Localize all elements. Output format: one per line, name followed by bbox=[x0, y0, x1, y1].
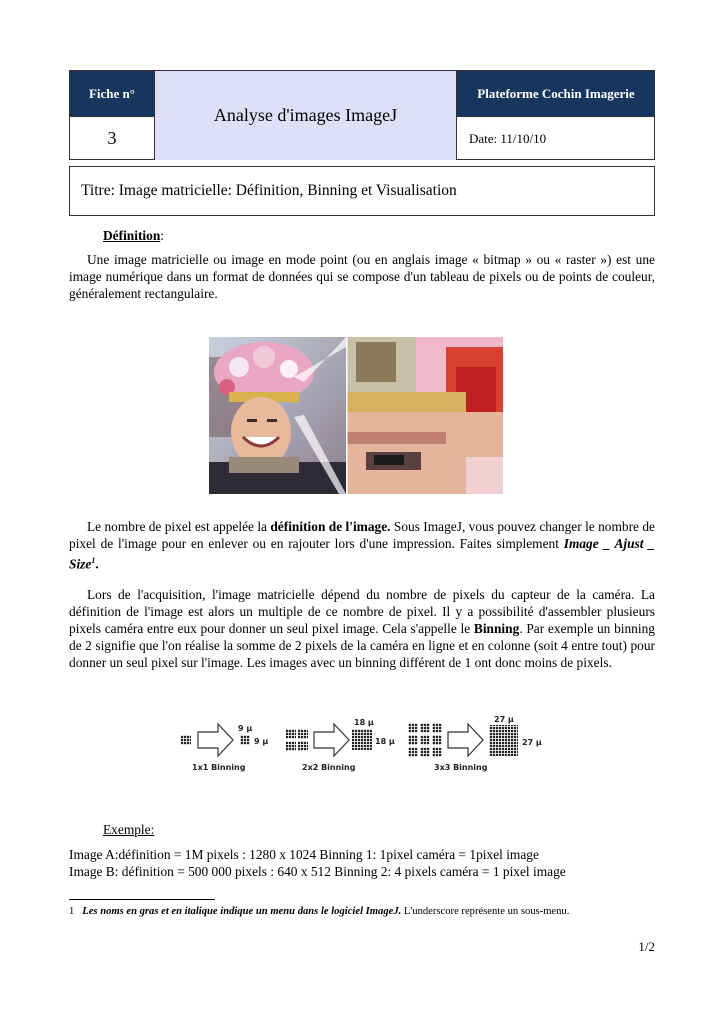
arrow-icon bbox=[448, 724, 483, 756]
binning-3x3-label: 3x3 Binning bbox=[434, 763, 488, 772]
fiche-label: Fiche n° bbox=[70, 71, 154, 116]
binning-2x2-size-side: 18 µ bbox=[375, 737, 395, 746]
header-table bbox=[69, 70, 655, 160]
definition-heading-suffix: : bbox=[160, 228, 165, 243]
para2-text-2: Sous ImageJ, vous pouvez changer le nombre de pixel de l'image pour en enlever ou en rajouter lors d'une impression. Faites simplement bbox=[69, 519, 655, 551]
binning-1x1-label: 1x1 Binning bbox=[192, 763, 246, 772]
binning-1x1-size-side: 9 µ bbox=[254, 737, 269, 746]
title-box: Titre: Image matricielle: Définition, Binning et Visualisation bbox=[69, 166, 655, 216]
document-date: Date: 11/10/10 bbox=[457, 116, 655, 160]
footnote bbox=[69, 906, 569, 917]
binning-3x3-size-side: 27 µ bbox=[522, 738, 542, 747]
binning-2x2-group bbox=[286, 718, 395, 772]
binning-term: Binning bbox=[473, 621, 520, 636]
definition-heading-line bbox=[103, 227, 164, 244]
example-heading: Exemple: bbox=[103, 822, 155, 837]
binning-figure bbox=[178, 715, 548, 775]
definition-heading: Définition bbox=[103, 228, 161, 243]
binning-3x3-size: 27 µ bbox=[494, 715, 514, 724]
raster-zoom-illustration bbox=[209, 337, 503, 494]
arrow-icon bbox=[314, 724, 349, 756]
definition-paragraph: Une image matricielle ou image en mode point (ou en anglais image « bitmap » ou « raster ») est une image numérique dans un format de données qui se compose d'un tableau de pixels ou de points de couleur, généralement rectangulaire. bbox=[69, 252, 655, 301]
definition-image-paragraph bbox=[69, 518, 655, 572]
binning-1x1-group bbox=[181, 724, 268, 772]
para2-bold-term: définition de l'image. bbox=[270, 519, 391, 534]
footnote-rule bbox=[69, 899, 215, 900]
para2-text-1: Le nombre de pixel est appelée la bbox=[87, 519, 271, 534]
footnote-ref: 1 bbox=[91, 556, 96, 565]
document-title: Analyse d'images ImageJ bbox=[154, 71, 457, 160]
example-line-b: Image B: définition = 500 000 pixels : 640 x 512 Binning 2: 4 pixels caméra = 1 pixel image bbox=[69, 864, 566, 879]
imagej-menu-path: Image _ Ajust _ Size bbox=[69, 536, 655, 572]
binning-1x1-size: 9 µ bbox=[238, 724, 253, 733]
fiche-number: 3 bbox=[70, 116, 154, 160]
binning-paragraph bbox=[69, 586, 655, 671]
platform-name: Plateforme Cochin Imagerie bbox=[457, 71, 655, 116]
para2-end: . bbox=[95, 556, 99, 572]
footnote-number: 1 bbox=[69, 906, 75, 917]
footnote-text: L'underscore représente un sous-menu. bbox=[401, 906, 570, 917]
page-number: 1/2 bbox=[638, 939, 655, 954]
binning-2x2-size: 18 µ bbox=[354, 718, 374, 727]
binning-3x3-group bbox=[408, 715, 542, 772]
para3-text-2: . Par exemple un binning de 2 signifie que l'on réalise la somme de 2 pixels de la caméra en ligne et en colonne (soit 4 entre tout) pour donner un seul pixel sur l'image. Les images avec un binning différent de 1 ont donc moins de pixels. bbox=[69, 621, 655, 670]
example-line-a: Image A:définition = 1M pixels : 1280 x 1024 Binning 1: 1pixel caméra = 1pixel image bbox=[69, 847, 539, 862]
para3-text-1: Lors de l'acquisition, l'image matricielle dépend du nombre de pixels du capteur de la caméra. La définition de l'image est alors un multiple de ce nombre de pixel. Il y a possibilité d'assembler plusieurs pixels caméra entre eux pour donner un seul pixel image. Cela s'appelle le bbox=[69, 587, 655, 636]
arrow-icon bbox=[198, 724, 233, 756]
footnote-emphasis: Les noms en gras et en italique indique un menu dans le logiciel ImageJ. bbox=[82, 906, 402, 917]
binning-2x2-label: 2x2 Binning bbox=[302, 763, 356, 772]
